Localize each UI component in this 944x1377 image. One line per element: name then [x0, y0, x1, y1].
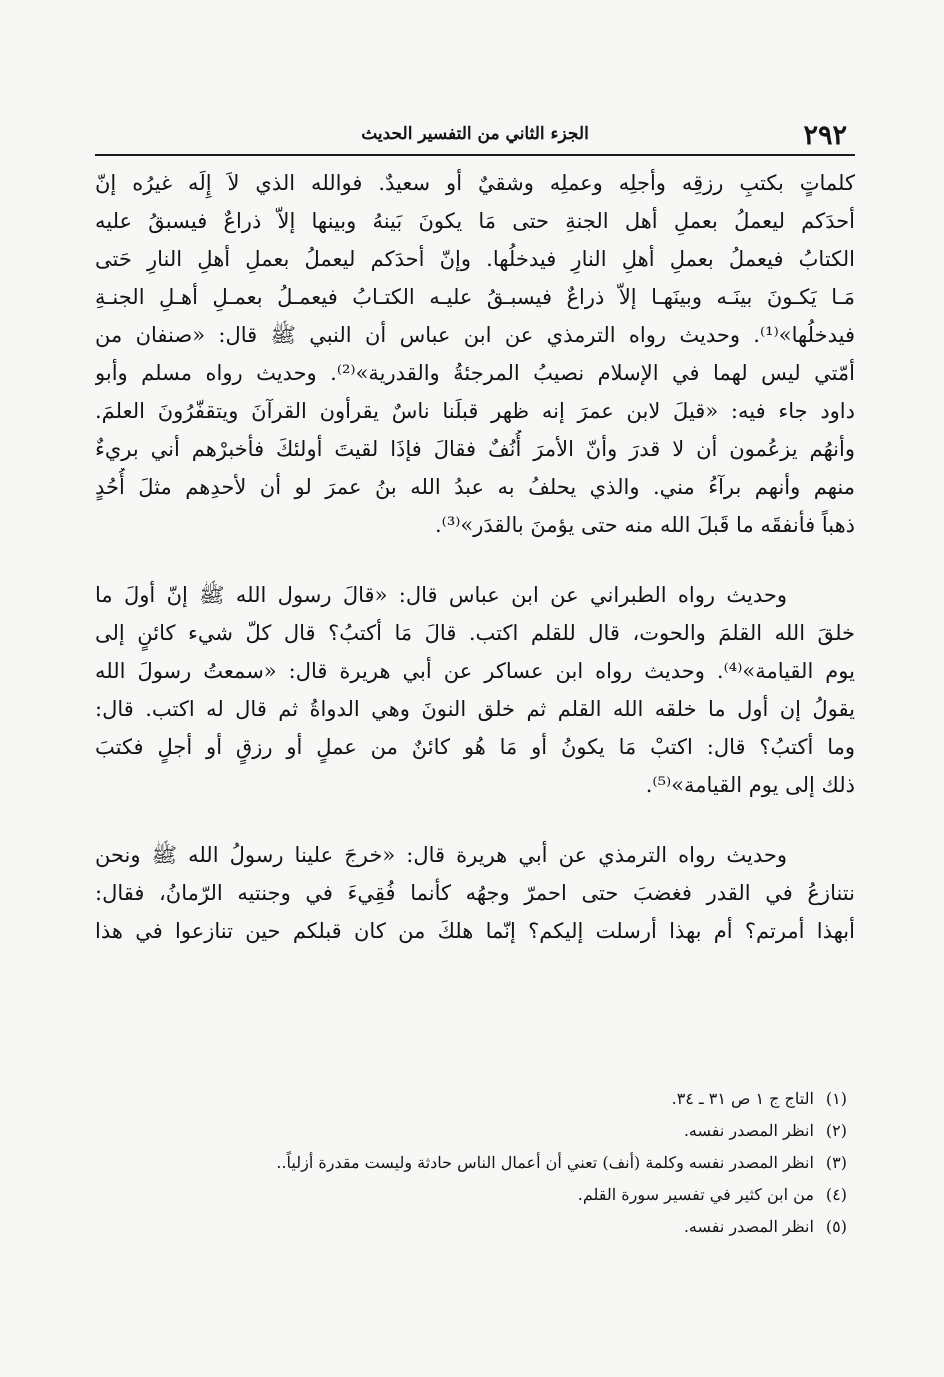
footnote-marker: (١) [825, 1089, 847, 1108]
paragraph-3 [95, 836, 855, 950]
footnote-5 [95, 1211, 855, 1243]
footnote-text: التاج ج ١ ص ٣١ ـ ٣٤. [671, 1089, 814, 1108]
footnote-marker: (٢) [825, 1121, 847, 1140]
footnote-1 [95, 1083, 855, 1115]
footnote-3 [95, 1147, 855, 1179]
text-line: وحديث رواه الطبراني عن ابن عباس قال: «قالَ رسول الله ﷺ إنّ أولَ ما [95, 583, 787, 607]
text-line: كلماتٍ بكتبِ رزقِه وأجلِه وعملِه وشقيٌ أو سعيدٌ. فوالله الذي لاَ إِلَه غيرُه إنّ [95, 171, 855, 195]
text-line: وما أكتبُ؟ قال: اكتبْ مَا يكونُ أو مَا هُو كائنٌ من عملٍ أو رزقٍ أو أجلٍ فكتبَ [95, 735, 855, 759]
text-line: فيدخلُها»⁽¹⁾. وحديث رواه الترمذي عن ابن عباس أن النبي ﷺ قال: «صنفان من [95, 323, 855, 347]
footnote-2 [95, 1115, 855, 1147]
footnote-text: انظر المصدر نفسه. [683, 1121, 814, 1140]
text-line: وحديث رواه الترمذي عن أبي هريرة قال: «خرجَ علينا رسولُ الله ﷺ ونحن [95, 843, 787, 867]
text-line: أمّتي ليس لهما في الإسلام نصيبُ المرجئةُ والقدرية»⁽²⁾. وحديث رواه مسلم وأبو [95, 361, 855, 385]
text-line: يقولُ إن أول ما خلقه الله القلم ثم خلق النونَ وهي الدواةُ ثم قال له اكتب. قال: [95, 697, 855, 721]
page-number: ٢٩٢ [803, 120, 847, 151]
text-line: يوم القيامة»⁽⁴⁾. وحديث رواه ابن عساكر عن أبي هريرة قال: «سمعتُ رسولَ الله [95, 659, 855, 683]
text-line: أحدَكم ليعملُ بعملِ أهل الجنةِ حتى مَا يكونَ بَينهُ وبينها إلاّ ذراعٌ فيسبقُ عليه [95, 209, 855, 233]
text-line: داود جاء فيه: «قيلَ لابن عمرَ إنه ظهر قبلَنا ناسٌ يقرأون القرآنَ ويتقفّرُونَ العلمَ. [95, 399, 855, 423]
running-title: الجزء الثاني من التفسير الحديث [361, 124, 589, 144]
text-line: وأنهُم يزعُمون أن لا قدرَ وأنّ الأمرَ أُنُفٌ فقالَ فإذَا لقيتَ أولئكَ فأخبرْهم أني بريءٌ [95, 437, 855, 461]
footnote-marker: (٥) [825, 1217, 847, 1236]
text-line: منهم وأنهم برآءُ مني. والذي يحلفُ به عبدُ الله بنُ عمرَ لو أن لأحدِهم مثلَ أُحُدٍ [95, 475, 855, 499]
footnote-marker: (٤) [825, 1185, 847, 1204]
footnote-text: انظر المصدر نفسه وكلمة (أنف) تعني أن أعمال الناس حادثة وليست مقدرة أزلياً.. [276, 1153, 814, 1172]
text-line: نتنازعُ في القدر فغضبَ حتى احمرّ وجهُه كأنما فُقِيءَ في وجنتيه الرّمانُ، فقال: [95, 881, 855, 905]
page-header [95, 118, 855, 156]
paragraph-1 [95, 164, 855, 544]
text-line: الكتابُ فيعملُ بعملِ أهلِ النارِ فيدخلُها. وإنّ أحدَكم ليعملُ بعملِ أهلِ النارِ حَتى [95, 247, 855, 271]
footnotes [95, 1083, 855, 1243]
text-line: خلقَ الله القلمَ والحوت، قال للقلم اكتب. قالَ مَا أكتبُ؟ قال كلّ شيء كائنٍ إلى [95, 621, 855, 645]
text-line: ذلك إلى يوم القيامة»⁽⁵⁾. [645, 773, 855, 797]
footnote-marker: (٣) [825, 1153, 847, 1172]
text-line: مَـا يَكـونَ بينَـه وبينَهـا إلاّ ذراعٌ فيسبـقُ عليـه الكتـابُ فيعمـلُ بعمـلِ أهـلِ الجنـةِ [95, 285, 855, 309]
text-line: أبهذا أمرتم؟ أم بهذا أرسلت إليكم؟ إنّما هلكَ من كان قبلكم حين تنازعوا في هذا [95, 919, 855, 943]
main-text [95, 164, 855, 950]
footnote-text: انظر المصدر نفسه. [683, 1217, 814, 1236]
footnote-4 [95, 1179, 855, 1211]
text-line: ذهباً فأنفقَه ما قَبلَ الله منه حتى يؤمنَ بالقدَر»⁽³⁾. [434, 513, 855, 537]
paragraph-2 [95, 576, 855, 804]
footnote-text: من ابن كثير في تفسير سورة القلم. [577, 1185, 814, 1204]
